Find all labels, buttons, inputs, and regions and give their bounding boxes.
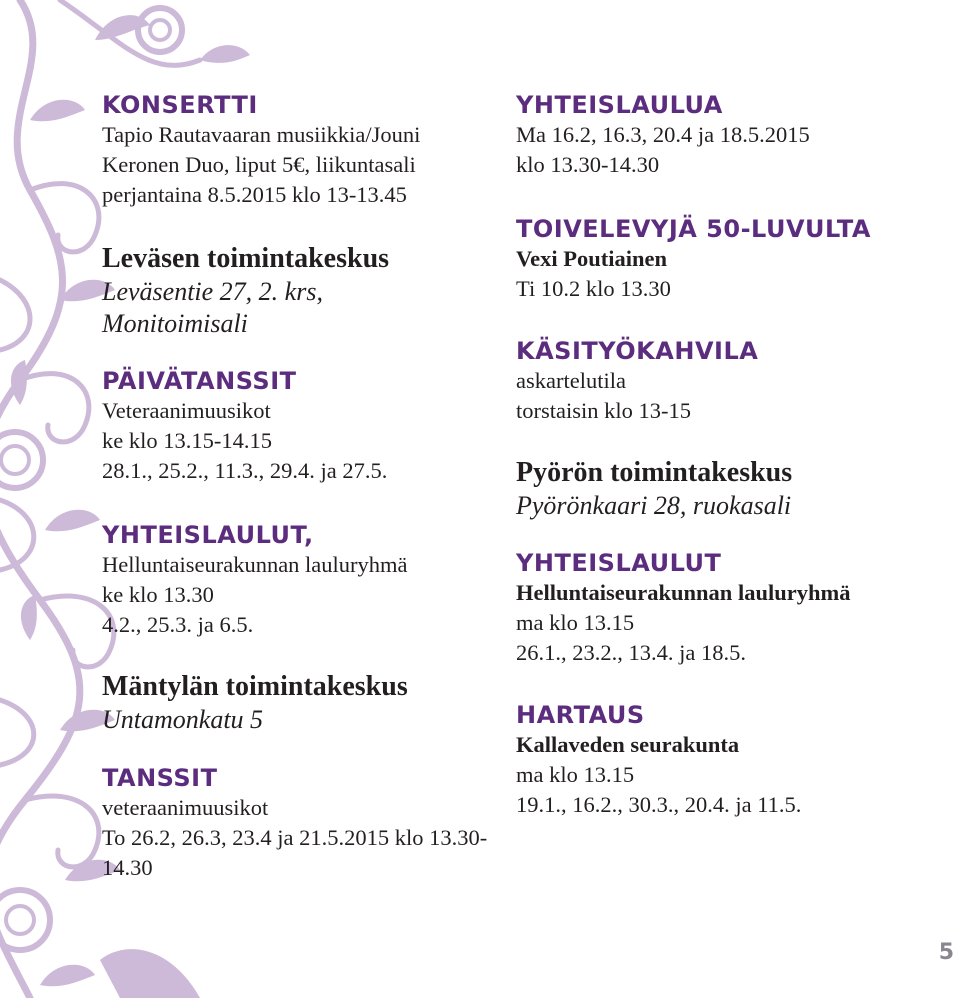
- yhteislaulua-heading: YHTEISLAULUA: [516, 91, 723, 119]
- yhteislaulut-right-dates: 26.1., 23.2., 13.4. ja 18.5.: [516, 640, 746, 665]
- yhteislaulut-left-heading: YHTEISLAULUT,: [102, 521, 314, 549]
- konsertti-line-2: Keronen Duo, liput 5€, liikuntasali: [102, 152, 416, 177]
- paivatanssit-section: [102, 366, 492, 486]
- pyoro-address: Pyörönkaari 28, ruokasali: [516, 491, 792, 520]
- kasityokahvila-place: askartelutila: [516, 368, 626, 393]
- tanssit-heading: TANSSIT: [102, 764, 218, 792]
- yhteislaulut-right-section: [516, 548, 916, 668]
- tanssit-performer: veteraanimuusikot: [102, 795, 269, 820]
- paivatanssit-time: ke klo 13.15-14.15: [102, 428, 272, 453]
- hartaus-time: ma klo 13.15: [516, 762, 635, 787]
- yhteislaulua-dates: Ma 16.2, 16.3, 20.4 ja 18.5.2015: [516, 122, 810, 147]
- toivelevyja-heading: TOIVELEVYJÄ 50-LUVULTA: [516, 215, 871, 243]
- paivatanssit-performer: Veteraanimuusikot: [102, 398, 271, 423]
- levanen-address-1: Leväsentie 27, 2. krs,: [102, 277, 323, 306]
- kasityokahvila-heading: KÄSITYÖKAHVILA: [516, 337, 759, 365]
- konsertti-line-3: perjantaina 8.5.2015 klo 13-13.45: [102, 182, 407, 207]
- hartaus-dates: 19.1., 16.2., 30.3., 20.4. ja 11.5.: [516, 792, 802, 817]
- pyoro-section: [516, 456, 916, 522]
- mantyla-section: [102, 670, 492, 736]
- hartaus-heading: HARTAUS: [516, 701, 645, 729]
- konsertti-section: [102, 90, 492, 210]
- paivatanssit-dates: 28.1., 25.2., 11.3., 29.4. ja 27.5.: [102, 458, 388, 483]
- yhteislaulut-right-performer: Helluntaiseurakunnan lauluryhmä: [516, 580, 851, 605]
- yhteislaulut-left-section: [102, 520, 492, 640]
- tanssit-dates: To 26.2, 26.3, 23.4 ja 21.5.2015 klo 13.30-14.30: [102, 825, 488, 880]
- yhteislaulut-left-time: ke klo 13.30: [102, 582, 214, 607]
- yhteislaulut-left-performer: Helluntaiseurakunnan lauluryhmä: [102, 552, 408, 577]
- yhteislaulua-time: klo 13.30-14.30: [516, 152, 660, 177]
- yhteislaulut-right-heading: YHTEISLAULUT: [516, 549, 722, 577]
- tanssit-section: [102, 763, 492, 883]
- hartaus-performer: Kallaveden seurakunta: [516, 732, 740, 757]
- mantyla-address: Untamonkatu 5: [102, 705, 264, 734]
- levanen-section: [102, 242, 492, 340]
- page-number: 5: [938, 940, 954, 965]
- hartaus-section: [516, 700, 916, 820]
- kasityokahvila-time: torstaisin klo 13-15: [516, 398, 691, 423]
- pyoro-center-title: Pyörön toimintakeskus: [516, 457, 793, 488]
- yhteislaulut-right-time: ma klo 13.15: [516, 610, 635, 635]
- konsertti-heading: KONSERTTI: [102, 91, 258, 119]
- kasityokahvila-section: [516, 336, 916, 426]
- yhteislaulut-left-dates: 4.2., 25.3. ja 6.5.: [102, 612, 254, 637]
- paivatanssit-heading: PÄIVÄTANSSIT: [102, 367, 297, 395]
- yhteislaulua-section: [516, 90, 916, 180]
- mantyla-center-title: Mäntylän toimintakeskus: [102, 671, 408, 702]
- levanen-address-2: Monitoimisali: [102, 309, 248, 338]
- levanen-center-title: Leväsen toimintakeskus: [102, 243, 390, 274]
- toivelevyja-section: [516, 214, 916, 304]
- toivelevyja-time: Ti 10.2 klo 13.30: [516, 276, 671, 301]
- toivelevyja-performer: Vexi Poutiainen: [516, 246, 668, 271]
- konsertti-line-1: Tapio Rautavaaran musiikkia/Jouni: [102, 122, 421, 147]
